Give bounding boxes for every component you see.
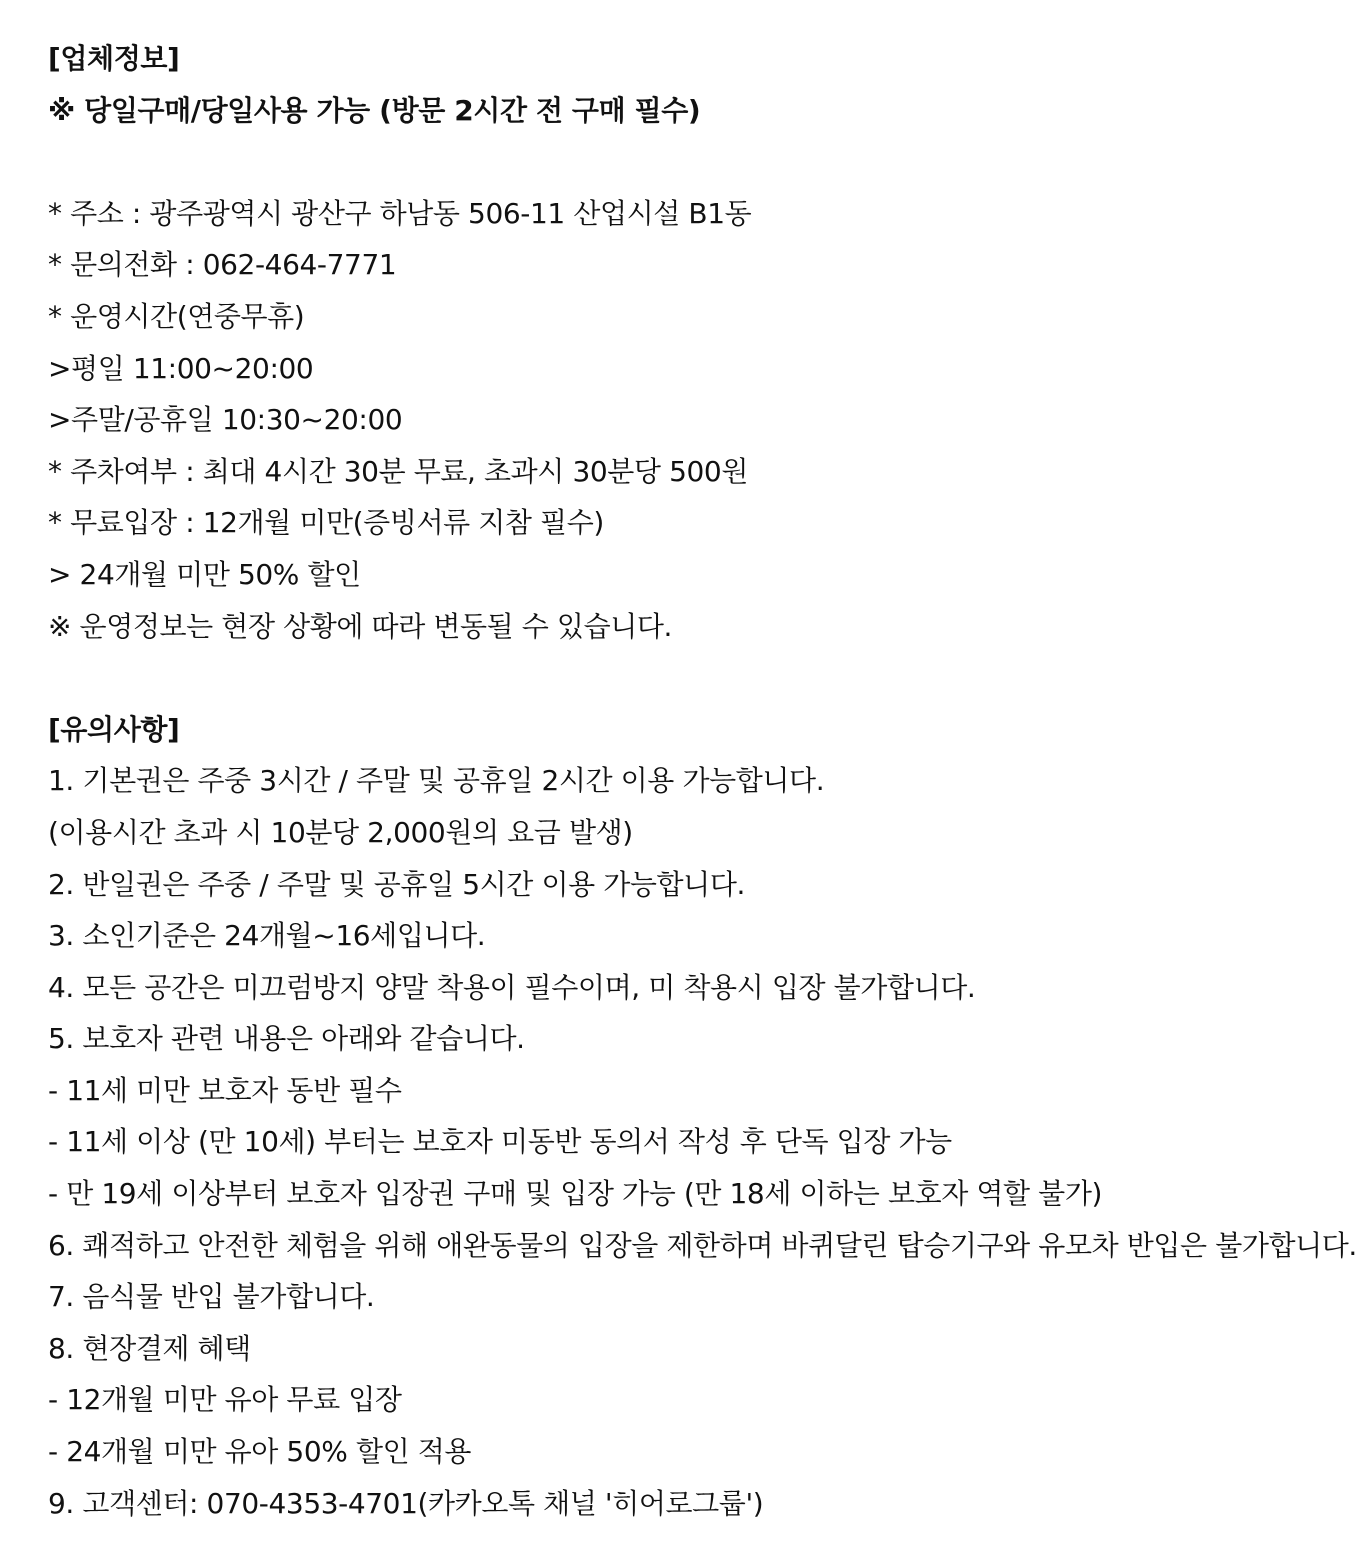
purchase-notice: ※ 당일구매/당일사용 가능 (방문 2시간 전 구매 필수) xyxy=(48,93,701,127)
caution-item: - 12개월 미만 유아 무료 입장 xyxy=(48,1383,402,1417)
caution-item: - 11세 이상 (만 10세) 부터는 보호자 미동반 동의서 작성 후 단독 입장 가능 xyxy=(48,1125,952,1159)
spacer xyxy=(48,652,1364,704)
caution-item: - 24개월 미만 유아 50% 할인 적용 xyxy=(48,1435,472,1469)
caution-item: 7. 음식물 반입 불가합니다. xyxy=(48,1280,375,1314)
weekend-hours-line: >주말/공휴일 10:30~20:00 xyxy=(48,403,403,437)
phone-line: * 문의전화 : 062-464-7771 xyxy=(48,248,397,282)
caution-item: - 11세 미만 보호자 동반 필수 xyxy=(48,1073,402,1107)
caution-item: 3. 소인기준은 24개월~16세입니다. xyxy=(48,919,486,953)
company-info-heading: [업체정보] xyxy=(48,42,180,75)
cautions-heading: [유의사항] xyxy=(48,712,180,746)
cautions-section xyxy=(48,704,1364,1530)
caution-item: - 만 19세 이상부터 보호자 입장권 구매 및 입장 가능 (만 18세 이하는 보호자 역할 불가) xyxy=(48,1177,1103,1211)
caution-item: 9. 고객센터: 070-4353-4701(카카오톡 채널 '히어로그룹') xyxy=(48,1486,764,1520)
caution-item: (이용시간 초과 시 10분당 2,000원의 요금 발생) xyxy=(48,815,633,849)
hours-line: * 운영시간(연중무휴) xyxy=(48,299,305,333)
caution-item: 1. 기본권은 주중 3시간 / 주말 및 공휴일 2시간 이용 가능합니다. xyxy=(48,764,825,798)
company-info-section xyxy=(48,33,1364,652)
parking-line: * 주차여부 : 최대 4시간 30분 무료, 초과시 30분당 500원 xyxy=(48,454,748,488)
free-entry-line: * 무료입장 : 12개월 미만(증빙서류 지참 필수) xyxy=(48,506,604,540)
caution-item: 2. 반일권은 주중 / 주말 및 공휴일 5시간 이용 가능합니다. xyxy=(48,867,745,901)
weekday-hours-line: >평일 11:00~20:00 xyxy=(48,351,314,385)
caution-item: 8. 현장결제 혜택 xyxy=(48,1331,251,1365)
address-line: * 주소 : 광주광역시 광산구 하남동 506-11 산업시설 B1동 xyxy=(48,196,752,230)
caution-item: 4. 모든 공간은 미끄럼방지 양말 착용이 필수이며, 미 착용시 입장 불가합니다. xyxy=(48,970,976,1004)
discount-line: > 24개월 미만 50% 할인 xyxy=(48,557,361,591)
spacer xyxy=(48,136,1364,188)
caution-item: 6. 쾌적하고 안전한 체험을 위해 애완동물의 입장을 제한하며 바퀴달린 탑승기구와 유모차 반입은 불가합니다. xyxy=(48,1228,1357,1262)
change-notice-line: ※ 운영정보는 현장 상황에 따라 변동될 수 있습니다. xyxy=(48,609,673,643)
caution-item: 5. 보호자 관련 내용은 아래와 같습니다. xyxy=(48,1022,525,1056)
